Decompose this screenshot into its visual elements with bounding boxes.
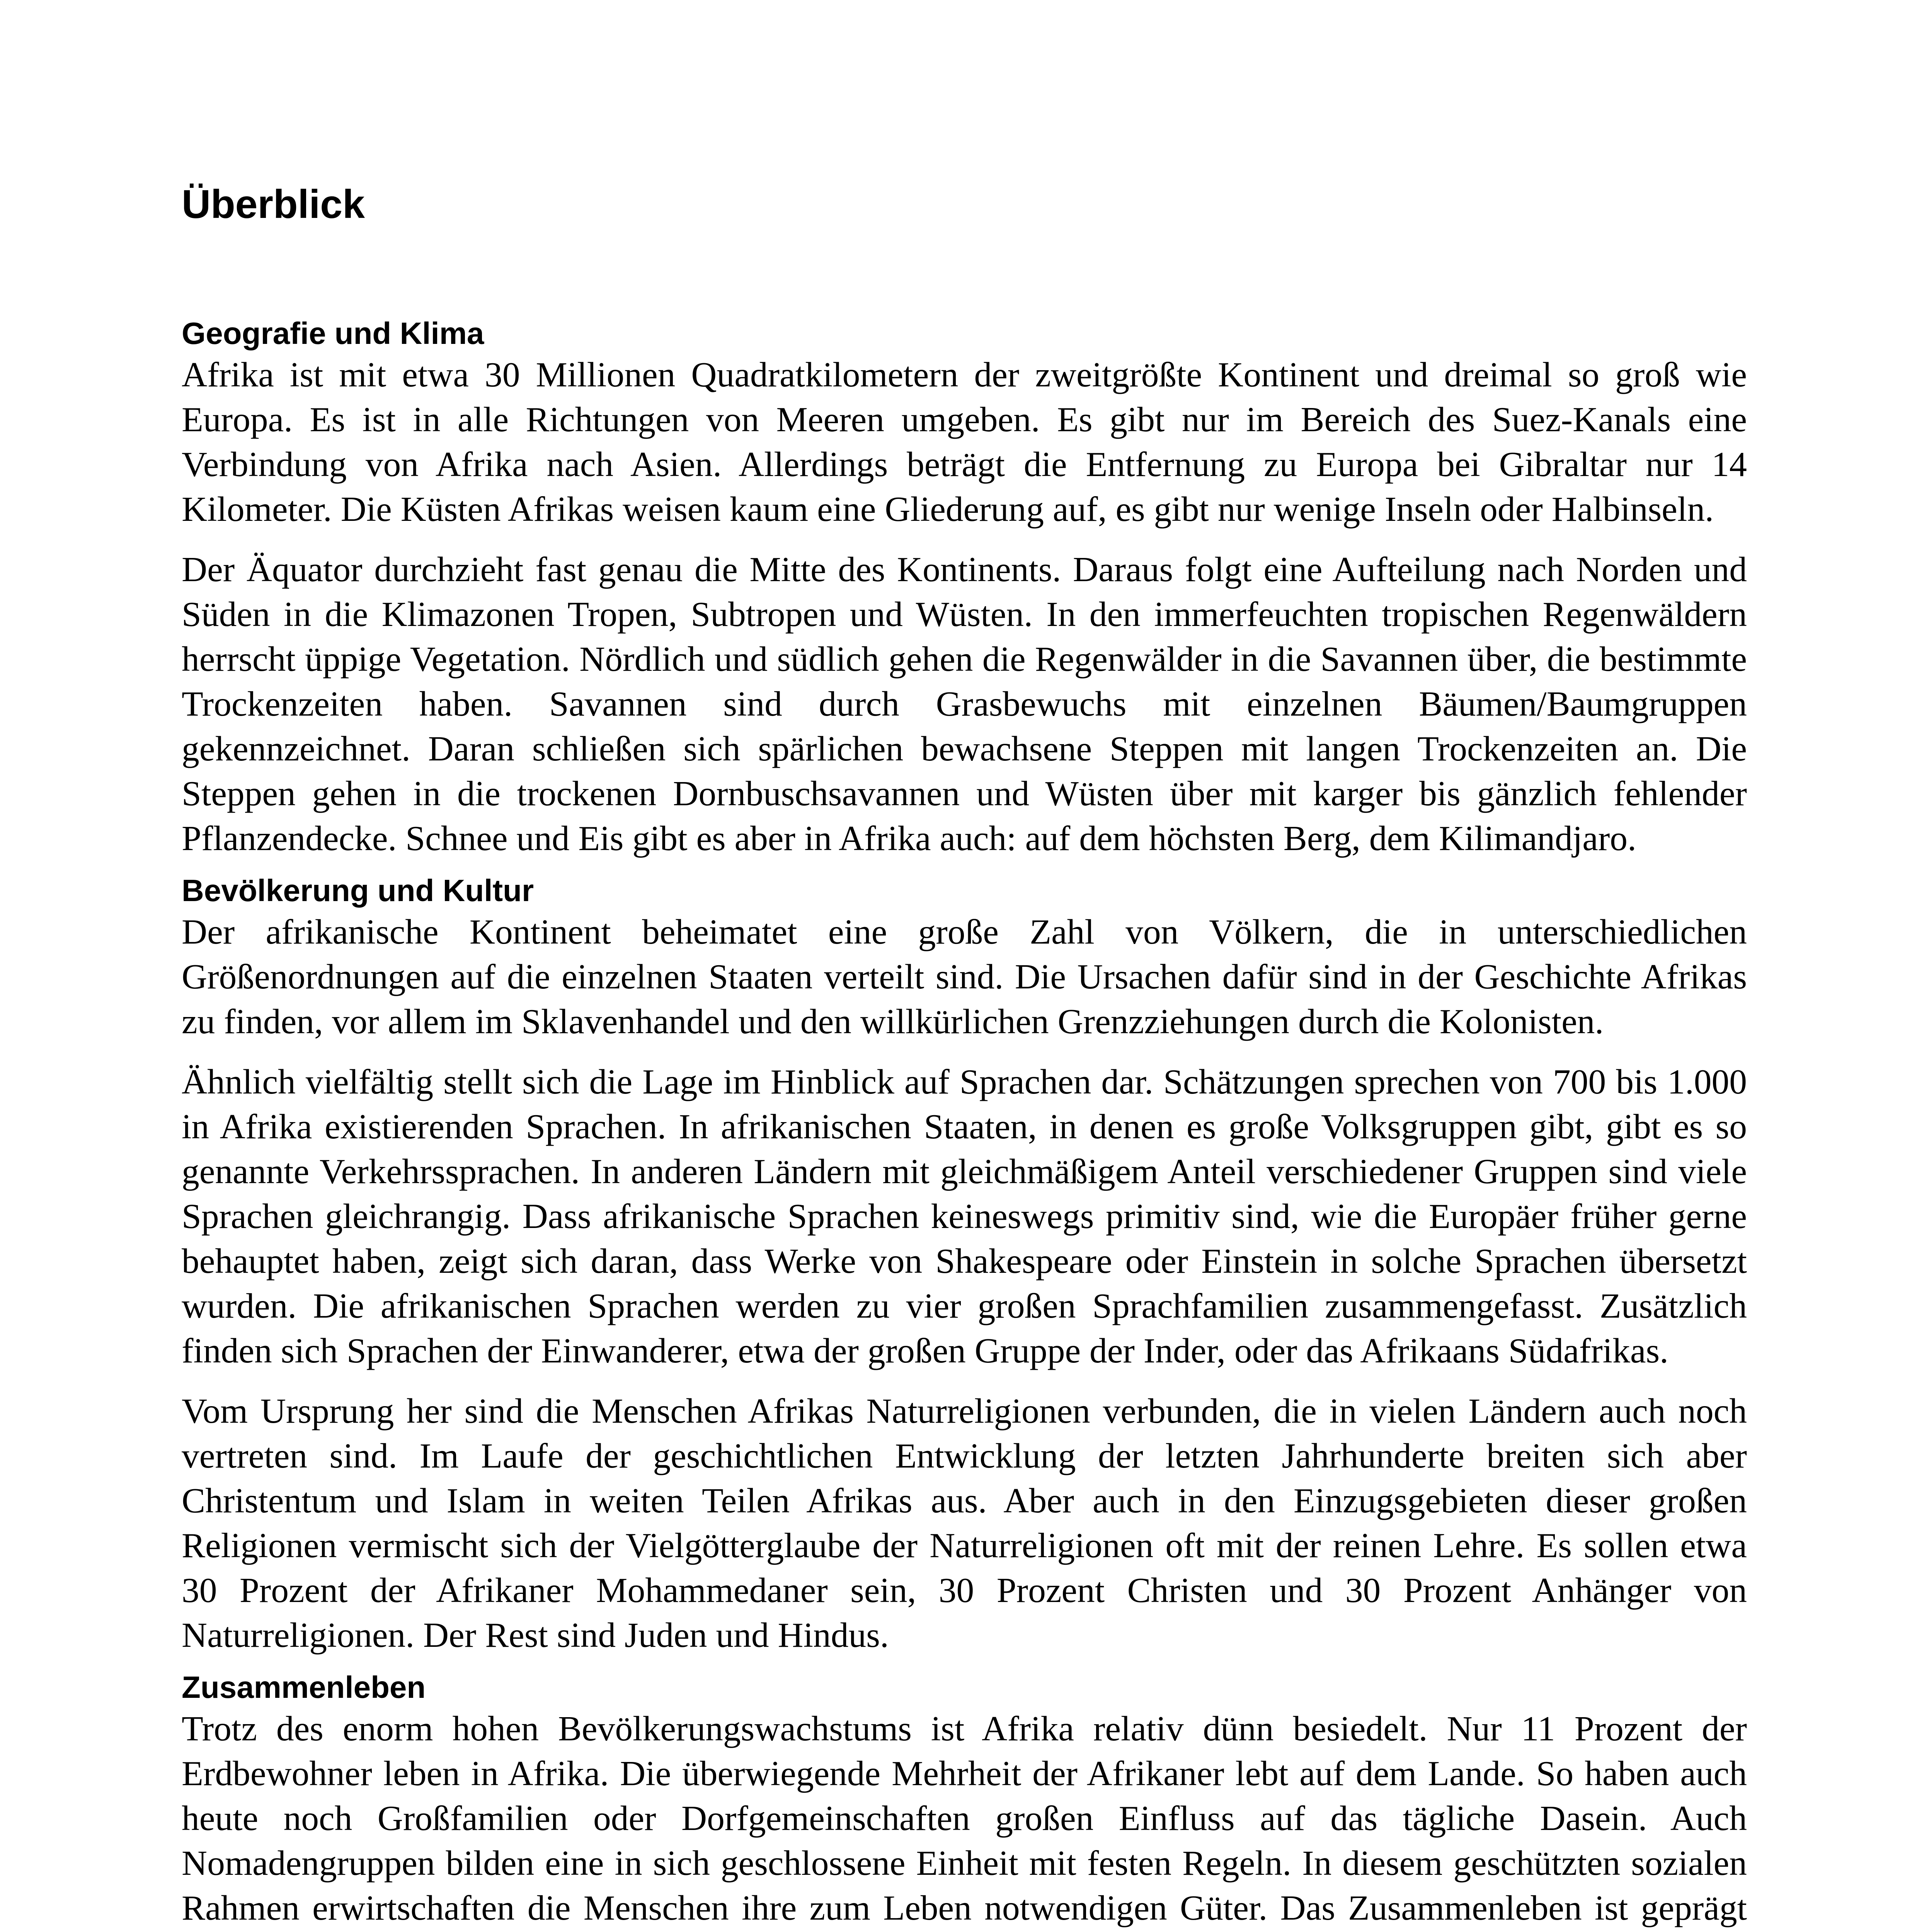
section-heading: Bevölkerung und Kultur	[182, 873, 534, 908]
paragraph: Vom Ursprung her sind die Menschen Afrikas Naturreligionen verbunden, die in vielen Ländern auch noch vertreten sind. Im Laufe der geschichtlichen Entwicklung der letzten Jahrhunderte breiten sich aber Christentum und Islam in weiten Teilen Afrikas aus. Aber auch in den Einzugsgebieten dieser großen Religionen vermischt sich der Vielgötterglaube der Naturreligionen oft mit der reinen Lehre. Es sollen etwa 30 Prozent der Afrikaner Mohammedaner sein, 30 Prozent Christen und 30 Prozent Anhänger von Naturreligionen. Der Rest sind Juden und Hindus.	[182, 1391, 1747, 1655]
page-content	[182, 182, 1747, 1932]
page-title: Überblick	[182, 182, 365, 227]
paragraph: Der afrikanische Kontinent beheimatet eine große Zahl von Völkern, die in unterschiedlichen Größenordnungen auf die einzelnen Staaten verteilt sind. Die Ursachen dafür sind in der Geschichte Afrikas zu finden, vor allem im Sklavenhandel und den willkürlichen Grenzziehungen durch die Kolonisten.	[182, 912, 1747, 1041]
section-heading: Geografie und Klima	[182, 316, 484, 350]
section-zusammenleben	[182, 1669, 1747, 1932]
section-bevoelkerung-und-kultur	[182, 872, 1747, 1657]
paragraph: Trotz des enorm hohen Bevölkerungswachstums ist Afrika relativ dünn besiedelt. Nur 11 Prozent der Erdbewohner leben in Afrika. Die überwiegende Mehrheit der Afrikaner lebt auf dem Lande. So haben auch heute noch Großfamilien oder Dorfgemeinschaften großen Einfluss auf das tägliche Dasein. Auch Nomadengruppen bilden eine in sich geschlossene Einheit mit festen Regeln. In diesem geschützten sozialen Rahmen erwirtschaften die Menschen ihre zum Leben notwendigen Güter. Das Zusammenleben ist geprägt	[182, 1708, 1747, 1927]
paragraph: Afrika ist mit etwa 30 Millionen Quadratkilometern der zweitgrößte Kontinent und dreimal so groß wie Europa. Es ist in alle Richtungen von Meeren umgeben. Es gibt nur im Bereich des Suez-Kanals eine Verbindung von Afrika nach Asien. Allerdings beträgt die Entfernung zu Europa bei Gibraltar nur 14 Kilometer. Die Küsten Afrikas weisen kaum eine Gliederung auf, es gibt nur wenige Inseln oder Halbinseln.	[182, 354, 1747, 529]
paragraph: Ähnlich vielfältig stellt sich die Lage im Hinblick auf Sprachen dar. Schätzungen sprechen von 700 bis 1.000 in Afrika existierenden Sprachen. In afrikanischen Staaten, in denen es große Volksgruppen gibt, gibt es so genannte Verkehrssprachen. In anderen Ländern mit gleichmäßigem Anteil verschiedener Gruppen sind viele Sprachen gleichrangig. Dass afrikanische Sprachen keineswegs primitiv sind, wie die Europäer früher gerne behauptet haben, zeigt sich daran, dass Werke von Shakespeare oder Einstein in solche Sprachen übersetzt wurden. Die afrikanischen Sprachen werden zu vier großen Sprachfamilien zusammengefasst. Zusätzlich finden sich Sprachen der Einwanderer, etwa der großen Gruppe der Inder, oder das Afrikaans Südafrikas.	[182, 1061, 1747, 1370]
section-geografie-und-klima	[182, 315, 1747, 861]
paragraph: Der Äquator durchzieht fast genau die Mitte des Kontinents. Daraus folgt eine Aufteilung nach Norden und Süden in die Klimazonen Tropen, Subtropen und Wüsten. In den immerfeuchten tropischen Regenwäldern herrscht üppige Vegetation. Nördlich und südlich gehen die Regenwälder in die Savannen über, die bestimmte Trockenzeiten haben. Savannen sind durch Grasbewuchs mit einzelnen Bäumen/Baumgruppen gekennzeichnet. Daran schließen sich spärlichen bewachsene Steppen mit langen Trockenzeiten an. Die Steppen gehen in die trockenen Dornbuschsavannen und Wüsten über mit karger bis gänzlich fehlender Pflanzendecke. Schnee und Eis gibt es aber in Afrika auch: auf dem höchsten Berg, dem Kilimandjaro.	[182, 549, 1747, 858]
section-heading: Zusammenleben	[182, 1670, 426, 1704]
